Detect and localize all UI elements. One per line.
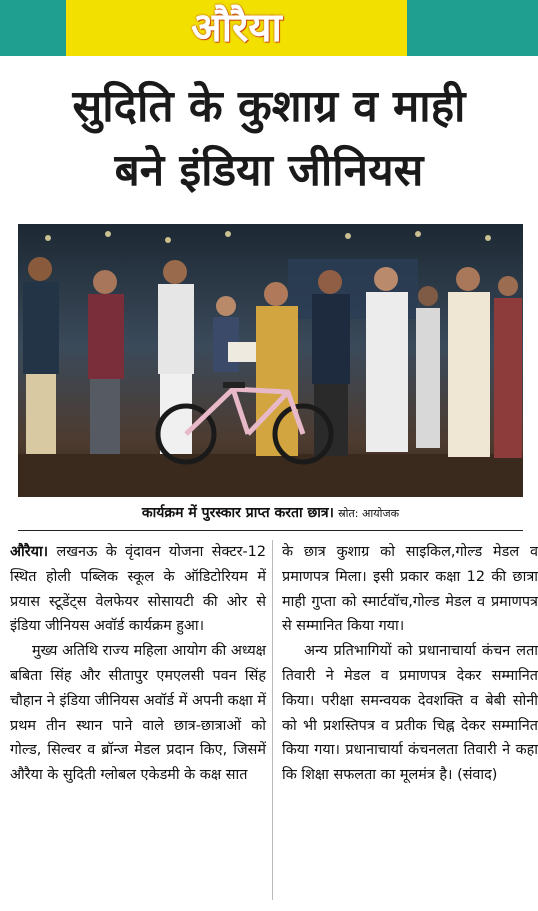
article-paragraph: के छात्र कुशाग्र को साइकिल,गोल्ड मेडल व प्रमाणपत्र मिला। इसी प्रकार कक्षा 12 की छात्रा माही गुप्ता को स्मार्टवॉच,गोल्ड मेडल व प्रमाणपत्र से सम्मानित किया गया। <box>282 544 538 635</box>
band-accent-right <box>407 0 538 56</box>
band-accent-left <box>0 0 66 56</box>
headline-line-1: सुदिति के कुशाग्र व माही <box>72 81 466 132</box>
article-paragraph: अन्य प्रतिभागियों को प्रधानाचार्या कंचन लता तिवारी ने मेडल व प्रमाणपत्र देकर सम्मानित किया। परीक्षा समन्वयक देवशक्ति व बेबी सोनी को भी प्रशस्तिपत्र व प्रतीक चिह्न देकर सम्मानित किया गया। प्रधानाचार्या कंचनलता तिवारी ने कहा कि शिक्षा सफलता का मूलमंत्र है। (संवाद) <box>282 643 538 784</box>
column-divider <box>272 540 273 900</box>
event-photo-illustration <box>18 224 523 497</box>
photo-caption <box>18 498 523 531</box>
article-paragraph: मुख्य अतिथि राज्य महिला आयोग की अध्यक्ष बबिता सिंह और सीतापुर एमएलसी पवन सिंह चौहान ने इंडिया जीनियस अवॉर्ड में अपनी कक्षा में प्रथम तीन स्थान पाने वाले छात्र-छात्राओं को गोल्ड, सिल्वर व ब्रॉन्ज मेडल प्रदान किए, जिसमें औरैया के सुदिती ग्लोबल एकेडमी के कक्ष सात <box>10 643 266 784</box>
section-kicker: औरैया <box>191 5 282 51</box>
photo-caption-text: कार्यक्रम में पुरस्कार प्राप्त करता छात्र। <box>141 505 334 521</box>
news-photo <box>18 224 523 497</box>
paragraph-text: लखनऊ के वृंदावन योजना सेक्टर-12 स्थित होली पब्लिक स्कूल के ऑडिटोरियम में प्रयास स्टूडेंट्स वेलफेयर सोसायटी की ओर से इंडिया जीनियस अवॉर्ड कार्यक्रम हुआ। <box>10 544 266 635</box>
article-column-2 <box>282 540 538 788</box>
article-column-1 <box>10 540 266 788</box>
dateline: औरैया। <box>10 544 49 560</box>
article-paragraph <box>10 540 266 639</box>
headline-line-2: बने इंडिया जीनियस <box>114 145 424 196</box>
photo-source: स्रोत: आयोजक <box>338 507 400 520</box>
